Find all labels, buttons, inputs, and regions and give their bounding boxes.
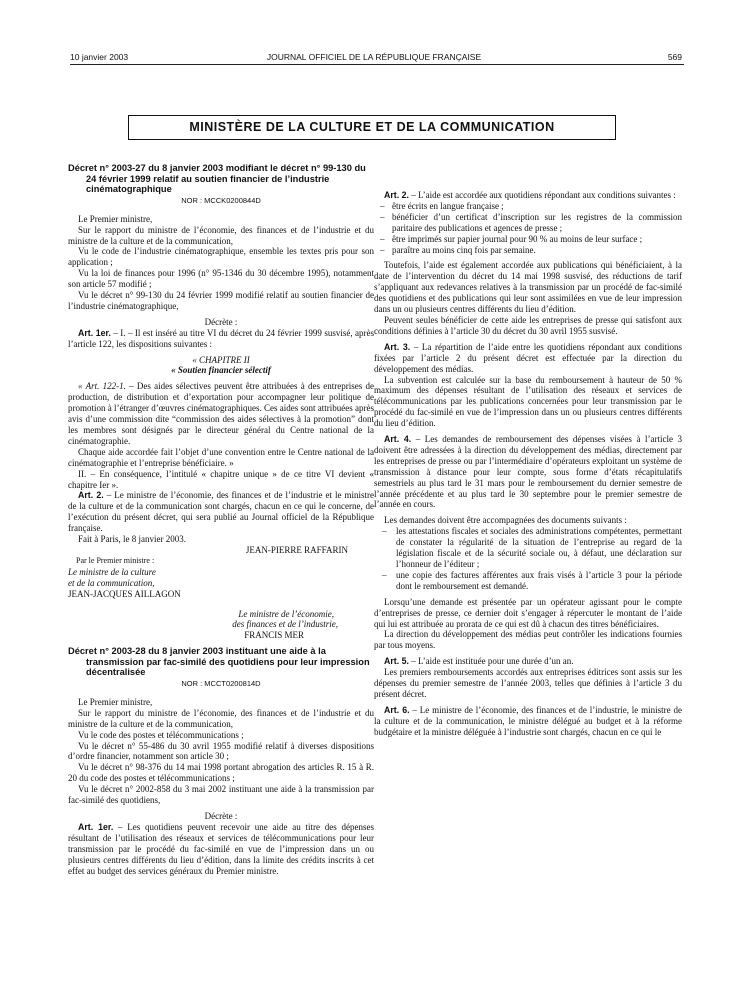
- decree-2-demandes: Les demandes doivent être accompagnées des documents suivants :: [384, 515, 627, 526]
- decree-2-vu-code: Vu le code des postes et télécommunications ;: [78, 729, 244, 740]
- decree-2-preamble: Le Premier ministre,: [78, 696, 153, 707]
- decree-1-article-2: [68, 490, 374, 534]
- list-item: – être écrits en langue française ;: [392, 201, 682, 212]
- decree-1-article-1: [68, 328, 374, 350]
- decree-1-vu-loi: Vu la loi de finances pour 1996 (n° 95-1346 du 30 décembre 1995), notamment son article 57 modifié ;: [68, 268, 374, 290]
- decree-1-preamble: Le Premier ministre,: [78, 213, 153, 224]
- article-label: Art. 2.: [384, 190, 409, 200]
- documents-list: [374, 526, 682, 591]
- decree-1-vu-decret: Vu le décret n° 99-130 du 24 février 1999 modifié relatif au soutien financier de l’industrie cinématographique,: [68, 290, 374, 311]
- minister-culture-line-1: Le ministre de la culture: [68, 566, 156, 577]
- list-item: – bénéficier d’un certificat d’inscription sur les registres de la commission paritaire des publications et agences de presse ;: [392, 212, 682, 234]
- article-text: – Le ministre de l’économie, des finances et de l’industrie et le ministre de la culture et de la communication sont chargés, chacun en ce qui le concerne, de l’exécution du présent décret, qui sera publié au Journal officiel de la République française.: [68, 490, 374, 534]
- minister-economy-line-2: des finances et de l’industrie,: [232, 619, 338, 630]
- right-column: [374, 162, 682, 738]
- article-label: « Art. 122-1.: [78, 381, 126, 392]
- header-journal-title: JOURNAL OFFICIEL DE LA RÉPUBLIQUE FRANÇAISE: [266, 52, 482, 62]
- conditions-list: [374, 201, 682, 256]
- decree-2-article-4: [374, 434, 682, 510]
- list-item: – les attestations fiscales et sociales des administrations compétentes, permettant de constater la régularité de la situation de l’entreprise au regard de la législation fiscale et de la sécurité sociale ou, à défaut, une déclaration sur l’honneur de l’éditeur ;: [396, 526, 682, 570]
- article-label: Art. 1er.: [78, 327, 111, 338]
- decree-2-vu-decret-2002: Vu le décret n° 2002-858 du 3 mai 2002 instituant une aide à la transmission par fac-similé des quotidiens,: [68, 784, 374, 806]
- article-label: Art. 1er.: [78, 821, 114, 832]
- decree-1-decrete: Décrète :: [204, 316, 238, 327]
- decree-2-premiers: Les premiers remboursements accordés aux entreprises éditrices sont assis sur les dépenses du premier semestre de l’année 2003, telles que définies à l’article 3 du présent décret.: [374, 667, 682, 699]
- decree-2-vu-decret-1998: Vu le décret n° 98-376 du 14 mai 1998 portant abrogation des articles R. 15 à R. 20 du code des postes et télécommunications ;: [68, 762, 374, 784]
- decree-1-vu-code: Vu le code de l’industrie cinématographique, ensemble les textes pris pour son application ;: [68, 246, 374, 268]
- article-text: – Les demandes de remboursement des dépenses visées à l’article 3 doivent être adressées à la direction du développement des médias, directement par les entreprises de presse ou par l’intermédiaire d’opérateurs exploitant un système de transmission à distance pour leur compte, sous forme d’états récapitulatifs semestriels au plus tard le 31 mars pour le remboursement du dernier semestre de l’année précédente et au plus tard le 30 septembre pour le premier semestre de l’année en cours.: [374, 434, 682, 510]
- chapter-heading: « CHAPITRE II: [192, 354, 250, 365]
- signatory-aillagon: JEAN-JACQUES AILLAGON: [68, 588, 181, 599]
- decree-2-article-6: [374, 705, 682, 738]
- decree-2-vu-decret-1955: Vu le décret n° 55-486 du 30 avril 1955 modifié relatif à diverses dispositions d’ordre financier, notamment son article 30 ;: [68, 740, 374, 762]
- decree-2-rapport: Sur le rapport du ministre de l’économie, des finances et de l’industrie et du ministre de la culture et de la communication,: [68, 707, 374, 729]
- decree-2-article-3: [374, 342, 682, 375]
- decree-2-subvention: La subvention est calculée sur la base du remboursement à hauteur de 50 % maximum des dépenses résultant de l’utilisation des réseaux et services de télécommunications par les publications concernées pour leur transmission par le procédé du fac-similé en vue de l’impression dans un ou plusieurs centres différents du lieu d’édition.: [374, 374, 682, 429]
- article-text: – I. – Il est inséré au titre VI du décret du 24 février 1999 susvisé, après l’article 122, les dispositions suivantes :: [68, 327, 374, 349]
- article-text: – L’aide est accordée aux quotidiens répondant aux conditions suivantes :: [408, 190, 676, 200]
- article-label: Art. 5.: [384, 656, 409, 667]
- header-page-number: 569: [667, 52, 682, 62]
- decree-1-title: Décret n° 2003-27 du 8 janvier 2003 modifiant le décret n° 99-130 du 24 février 1999 relatif au soutien financier de l’industrie cinématographique: [68, 163, 366, 195]
- ministry-heading-box: MINISTÈRE DE LA CULTURE ET DE LA COMMUNICATION: [128, 115, 616, 140]
- section-heading: « Soutien financier sélectif: [171, 365, 271, 376]
- article-text: – Les quotidiens peuvent recevoir une aide au titre des dépenses résultant de l’utilisation des réseaux et services de télécommunications pour leur transmission par le procédé du fac-similé en vue de l’impression dans un ou plusieurs centres différents du lieu d’édition, dans la limite des crédits inscrits à cet effet au budget des services généraux du Premier ministre.: [68, 821, 375, 876]
- article-text: – L’aide est instituée pour une durée d’un an.: [408, 656, 574, 667]
- article-text: – La répartition de l’aide entre les quotidiens répondant aux conditions fixées par l’article 2 du présent décret est effectuée par la direction du développement des médias.: [374, 341, 682, 374]
- decree-2-article-1: [68, 822, 374, 877]
- decree-1-convention: Chaque aide accordée fait l’objet d’une convention entre le Centre national de la cinématographie et l’entreprise bénéficiaire. »: [68, 446, 374, 468]
- article-label: Art. 6.: [384, 704, 410, 715]
- list-item: – paraître au moins cinq fois par semaine.: [392, 245, 682, 256]
- decree-1-nor: NOR : MCCK0200844D: [181, 195, 261, 205]
- signatory-mer: FRANCIS MER: [244, 630, 304, 641]
- decree-2-lorsque: Lorsqu’une demande est présentée par un opérateur agissant pour le compte d’entreprises de presse, ce dernier doit s’engager à répercuter le montant de l’aide qui lui est attribuée au prorata de ce qui est dû à chacun des titres bénéficiaires.: [374, 596, 682, 629]
- list-item: – être imprimés sur papier journal pour 90 % au moins de leur surface ;: [392, 234, 682, 245]
- left-column: [68, 163, 374, 876]
- decree-2-toutefois: Toutefois, l’aide est également accordée aux publications qui bénéficiaient, à la date de l’intervention du décret du 14 mai 1998 susvisé, des réductions de tarif s’appliquant aux redevances relatives à la transmission par un procédé de fac-similé des quotidiens et des publications qui leur sont assimilées en vue de leur impression dans un ou plusieurs centres différents du lieu d’édition.: [374, 260, 682, 315]
- decree-2-title: Décret n° 2003-28 du 8 janvier 2003 instituant une aide à la transmission par fac-similé des quotidiens pour leur impression décentralisée: [68, 646, 370, 678]
- decree-2-direction: La direction du développement des médias peut contrôler les indications fournies par tous moyens.: [374, 629, 682, 651]
- article-label: Art. 3.: [384, 341, 411, 352]
- decree-1-article-122-1: [68, 381, 374, 446]
- minister-economy-line-1: Le ministre de l’économie,: [238, 608, 334, 619]
- decree-2-decrete: Décrète :: [204, 810, 238, 821]
- article-text: – Le ministre de l’économie, des finances et de l’industrie, le ministre de la culture et de la communication, le ministre délégué au budget et à la réforme budgétaire et la ministre déléguée à l’industrie sont chargés, chacun en ce qui le: [374, 704, 682, 737]
- article-label: Art. 2.: [78, 490, 104, 501]
- header-rule: [70, 64, 684, 65]
- article-label: Art. 4.: [384, 434, 412, 445]
- decree-2-article-2: [374, 190, 682, 201]
- decree-1-fait: Fait à Paris, le 8 janvier 2003.: [78, 534, 186, 545]
- decree-1-rapport: Sur le rapport du ministre de l’économie, des finances et de l’industrie et du ministre de la culture et de la communication,: [68, 224, 374, 246]
- decree-2-nor: NOR : MCCT0200814D: [181, 679, 261, 688]
- par-le-premier-ministre: Par le Premier ministre :: [76, 555, 155, 565]
- decree-1-section-ii: II. – En conséquence, l’intitulé « chapitre unique » de ce titre VI devient « chapitre Ier ».: [68, 468, 374, 490]
- article-text: – Des aides sélectives peuvent être attribuées à des entreprises de production, de distribution et d’exportation pour accompagner leur politique de promotion à l’étranger d’œuvres cinématographiques. Ces aides sont attribuées après avis d’une commission dite “commission des aides sélectives à la promotion” dont les membres sont désignés par le directeur général du Centre national de la cinématographie.: [68, 381, 374, 446]
- signatory-prime-minister: JEAN-PIERRE RAFFARIN: [245, 544, 348, 555]
- list-item: – une copie des factures afférentes aux frais visés à l’article 3 pour la période dont le remboursement est demandé.: [396, 570, 682, 592]
- minister-culture-line-2: et de la communication,: [68, 577, 155, 588]
- decree-2-article-5: [374, 656, 682, 667]
- decree-2-peuvent: Peuvent seules bénéficier de cette aide les entreprises de presse qui satisfont aux conditions définies à l’article 30 du décret du 30 avril 1955 susvisé.: [374, 314, 682, 336]
- header-date: 10 janvier 2003: [70, 52, 129, 62]
